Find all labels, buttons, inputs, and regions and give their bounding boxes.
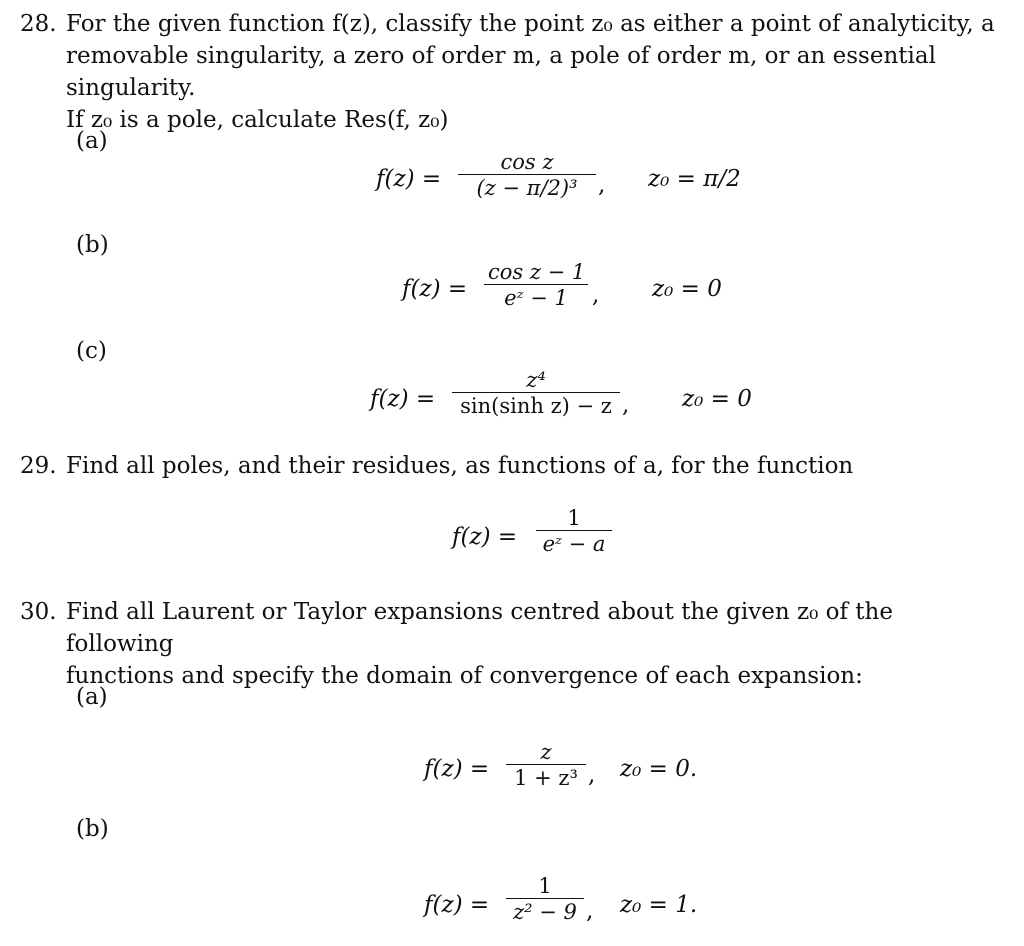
part-label: (a) [76,128,108,154]
equation-lhs: f(z) = [424,756,490,782]
denominator: 1 + z³ [514,766,578,790]
numerator: 1 [538,874,552,898]
denominator: sin(sinh z) − z [460,394,612,418]
denominator: z² − 9 [513,900,577,924]
point-z0: z₀ = 0 [682,386,752,412]
numerator: cos z [500,150,554,174]
numerator: z⁴ [526,368,546,392]
problem-text-line: For the given function f(z), classify the point z₀ as either a point of analyticity, a [66,11,995,37]
part-label: (c) [76,338,107,364]
denominator: eᶻ − a [542,532,606,556]
fraction [458,150,596,201]
comma: , [598,172,606,198]
numerator: cos z − 1 [488,260,586,284]
equation-lhs: f(z) = [370,386,436,412]
fraction [484,260,588,311]
point-z0: z₀ = 0. [620,756,698,782]
fraction [536,506,612,557]
comma: , [622,392,630,418]
point-z0: z₀ = π/2 [648,166,741,192]
numerator: 1 [567,506,581,530]
problem-text: Find all poles, and their residues, as functions of a, for the function [66,453,854,479]
fraction [506,874,584,925]
problem-text [66,8,1006,136]
numerator: z [540,740,552,764]
comma: , [588,762,596,788]
problem-text-line: Find all Laurent or Taylor expansions centred about the given z₀ of the following [66,599,893,657]
denominator: eᶻ − 1 [504,286,568,310]
problem-text [66,596,1006,692]
equation-lhs: f(z) = [376,166,442,192]
problem-number: 29. [20,453,57,479]
fraction [506,740,586,791]
point-z0: z₀ = 1. [620,892,698,918]
equation-lhs: f(z) = [424,892,490,918]
point-z0: z₀ = 0 [652,276,722,302]
part-label: (a) [76,684,108,710]
denominator: (z − π/2)³ [476,176,578,200]
part-label: (b) [76,232,109,258]
problem-text-line: If z₀ is a pole, calculate Res(f, z₀) [66,107,449,133]
part-label: (b) [76,816,109,842]
problem-number: 30. [20,599,57,625]
comma: , [592,282,600,308]
problem-number: 28. [20,11,57,37]
equation-lhs: f(z) = [402,276,468,302]
comma: , [586,898,594,924]
problem-text-line: removable singularity, a zero of order m, a pole of order m, or an essential singularity. [66,43,936,101]
fraction [452,368,620,419]
problem-text-line: functions and specify the domain of convergence of each expansion: [66,663,863,689]
equation-lhs: f(z) = [452,524,518,550]
